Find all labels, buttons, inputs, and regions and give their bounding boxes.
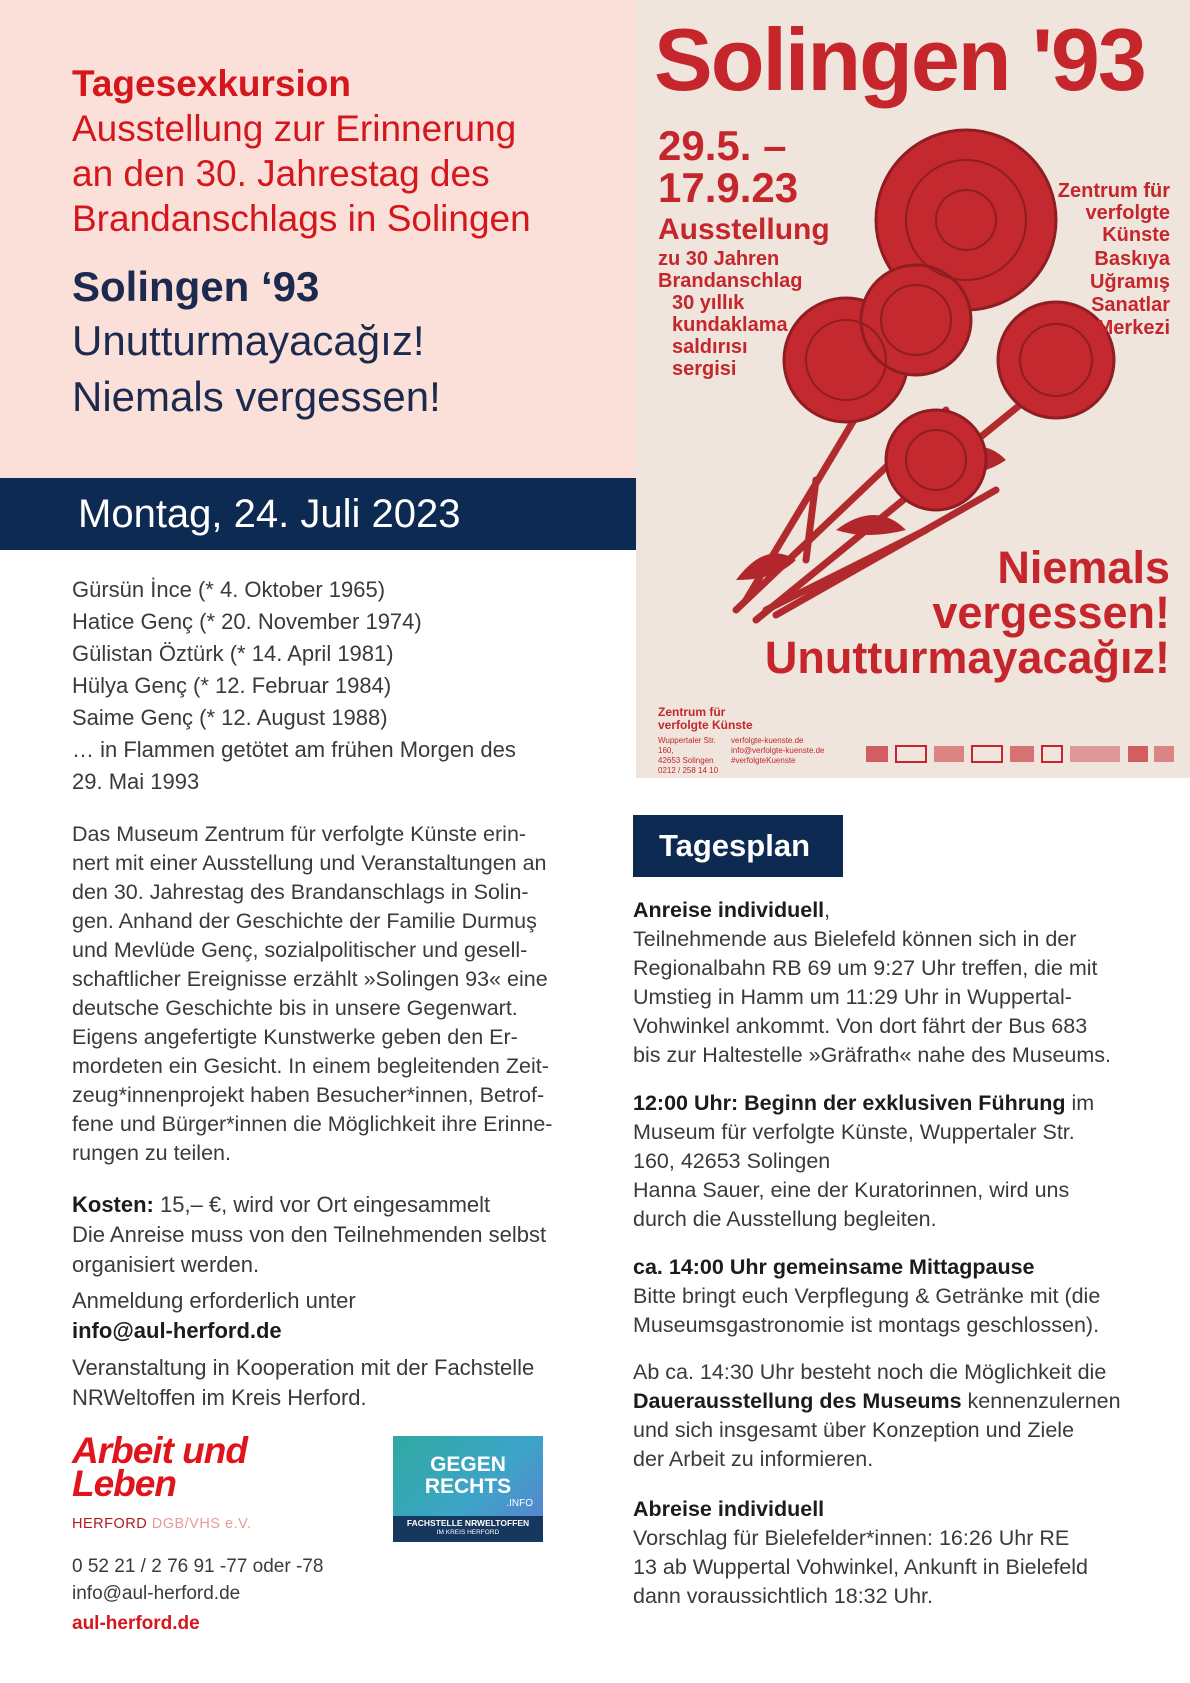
plan-heading: Abreise individuell xyxy=(633,1497,825,1521)
list-item: Saime Genç (* 12. August 1988) xyxy=(72,705,388,730)
text-line: Museumsgastronomie ist montags geschlossen). xyxy=(633,1313,1100,1337)
text-line: nert mit einer Ausstellung und Veranstaltungen an xyxy=(72,851,547,875)
plan-heading: Anreise individuell xyxy=(633,898,825,922)
text-line: Niemals xyxy=(997,542,1170,593)
poster-exhibition-sub xyxy=(658,248,828,292)
text-line: Museum für verfolgte Künste, Wuppertaler Str. xyxy=(633,1120,1075,1144)
text-line: 160, 42653 Solingen xyxy=(633,1149,831,1173)
text-line: mordeten ein Gesicht. In einem begleitenden Zeit- xyxy=(72,1054,549,1078)
text-line: Ab ca. 14:30 Uhr besteht noch die Möglichkeit die xyxy=(633,1360,1107,1384)
logo-text: Leben xyxy=(72,1463,176,1504)
text-line: gen. Anhand der Geschichte der Familie Durmuş xyxy=(72,909,537,933)
text-line: Uğramış xyxy=(1089,271,1170,293)
plan-section-arrival xyxy=(633,896,1153,1070)
logo-text: GEGEN xyxy=(430,1453,506,1476)
costs-section xyxy=(72,1190,612,1280)
poster-center-tr xyxy=(1020,248,1170,340)
text-line: der Arbeit zu informieren. xyxy=(633,1447,874,1471)
text-line: bis zur Haltestelle »Gräfrath« nahe des Museums. xyxy=(633,1043,1112,1067)
text-line: und sich insgesamt über Konzeption und Ziele xyxy=(633,1418,1075,1442)
logo-region: IM KREIS HERFORD xyxy=(436,1529,500,1536)
plan-heading: ca. 14:00 Uhr gemeinsame Mittagpause xyxy=(633,1255,1035,1279)
plan-section-departure xyxy=(633,1495,1153,1611)
plan-section-permanent-exhibition xyxy=(633,1358,1153,1474)
event-title: Solingen ‘93 xyxy=(72,263,320,310)
text-line: verfolgte-kuenste.de xyxy=(731,736,804,745)
kicker-title: Tagesexkursion xyxy=(72,63,351,104)
plan-section-lunch xyxy=(633,1253,1153,1340)
plan-heading-line xyxy=(633,1089,1153,1118)
text-line: fene und Bürger*innen die Möglichkeit ihre Erinne- xyxy=(72,1112,553,1136)
logo-text: RECHTS xyxy=(424,1475,512,1498)
poster-footer-address xyxy=(658,736,724,776)
text-line: zeug*innenprojekt haben Besucher*innen, Betrof- xyxy=(72,1083,545,1107)
text-line: 42653 Solingen xyxy=(658,756,714,765)
text-line: Brandanschlag xyxy=(658,270,803,292)
text-line: Wuppertaler Str. 160, xyxy=(658,736,716,755)
list-item: Hülya Genç (* 12. Februar 1984) xyxy=(72,673,392,698)
gegen-rechts-logo xyxy=(393,1436,543,1542)
contact-phone: 0 52 21 / 2 76 91 -77 oder -78 xyxy=(72,1556,324,1577)
list-item: 29. Mai 1993 xyxy=(72,769,200,794)
poster-dates xyxy=(658,122,799,211)
costs-line xyxy=(72,1190,612,1220)
sponsor-logos xyxy=(866,740,1176,768)
plan-heading-tail: im xyxy=(1065,1091,1095,1115)
logo-sub-bold: HERFORD xyxy=(72,1516,148,1532)
text-line: #verfolgteKuenste xyxy=(731,756,796,765)
header-titles xyxy=(72,62,632,425)
text-line: Unutturmayacağız! xyxy=(764,632,1170,683)
registration-text: Anmeldung erforderlich unter xyxy=(72,1288,356,1313)
subtitle-line: Ausstellung zur Erinnerung xyxy=(72,108,517,149)
event-date: Montag, 24. Juli 2023 xyxy=(78,492,461,536)
poster-slogan xyxy=(730,542,1170,683)
text-line: Umstieg in Hamm um 11:29 Uhr in Wuppertal- xyxy=(633,985,1072,1009)
victims-list xyxy=(72,574,592,798)
arbeit-und-leben-logo xyxy=(72,1430,332,1532)
poster-date-line: 29.5. – xyxy=(658,122,787,169)
poster-footer-org xyxy=(658,706,753,732)
plan-heading-line: Anreise individuell, xyxy=(633,898,831,922)
event-slogan-line: Niemals vergessen! xyxy=(72,373,441,420)
text-line: Eigens angefertigte Kunstwerke geben den Er- xyxy=(72,1025,518,1049)
text-line: 0212 / 258 14 10 xyxy=(658,766,719,775)
text-line: verfolgte xyxy=(1085,202,1170,224)
text-line: Baskıya xyxy=(1094,248,1170,270)
plan-heading: 12:00 Uhr: Beginn der exklusiven Führung xyxy=(633,1091,1066,1115)
text-line: Hanna Sauer, eine der Kuratorinnen, wird uns xyxy=(633,1178,1070,1202)
text-line: Zentrum für xyxy=(658,705,726,719)
poster-date-line: 17.9.23 xyxy=(658,164,799,211)
plan-emphasis: Dauerausstellung des Museums xyxy=(633,1389,962,1413)
text-line: Das Museum Zentrum für verfolgte Künste erin- xyxy=(72,822,527,846)
text-line: Teilnehmende aus Bielefeld können sich in der xyxy=(633,927,1077,951)
text-line: saldırısı xyxy=(672,336,748,358)
text-line: NRWeltoffen im Kreis Herford. xyxy=(72,1385,367,1410)
contact-email[interactable]: info@aul-herford.de xyxy=(72,1583,241,1604)
text-line: sergisi xyxy=(672,358,737,380)
text-line: 30 yıllık xyxy=(672,292,745,314)
poster-center-de xyxy=(1020,180,1170,246)
poster-footer-web xyxy=(731,736,841,766)
text-line: Vorschlag für Bielefelder*innen: 16:26 Uhr RE xyxy=(633,1526,1070,1550)
costs-label: Kosten: xyxy=(72,1192,154,1217)
text-line: info@verfolgte-kuenste.de xyxy=(731,746,825,755)
text-line: rungen zu teilen. xyxy=(72,1141,231,1165)
logo-sub-light: DGB/VHS e.V. xyxy=(147,1516,252,1532)
cooperation-note xyxy=(72,1353,612,1413)
logo-org: FACHSTELLE NRWELTOFFEN xyxy=(406,1518,530,1528)
text-line: durch die Ausstellung begleiten. xyxy=(633,1207,937,1231)
logo-subline xyxy=(72,1516,332,1532)
logo-text: Arbeit und xyxy=(72,1430,247,1471)
plan-heading-line xyxy=(633,1495,1153,1524)
tagesplan-heading-box xyxy=(633,815,843,877)
text-line: zu 30 Jahren xyxy=(658,248,780,270)
text-line: kundaklama xyxy=(672,314,788,336)
text-line: verfolgte Künste xyxy=(658,718,753,732)
plan-tail: kennenzulernen xyxy=(961,1389,1121,1413)
tagesplan-heading: Tagesplan xyxy=(659,828,811,863)
poster-title: Solingen '93 xyxy=(654,10,1145,109)
intro-paragraph xyxy=(72,820,602,1168)
registration-section xyxy=(72,1286,612,1346)
text-line: Merkezi xyxy=(1096,317,1170,339)
text-line: deutsche Geschichte bis in unsere Gegenwart. xyxy=(72,996,518,1020)
costs-value: 15,– €, wird vor Ort eingesammelt xyxy=(153,1192,491,1217)
text-line: Regionalbahn RB 69 um 9:27 Uhr treffen, die mit xyxy=(633,956,1098,980)
date-bar xyxy=(0,478,636,550)
text-line: vergessen! xyxy=(932,587,1170,638)
text-line: 13 ab Wuppertal Vohwinkel, Ankunft in Bielefeld xyxy=(633,1555,1088,1579)
text-line: Bitte bringt euch Verpflegung & Getränke mit (die xyxy=(633,1284,1101,1308)
poster-turkish-sub xyxy=(672,292,842,380)
text-line: Die Anreise muss von den Teilnehmenden selbst xyxy=(72,1222,547,1247)
text-line: den 30. Jahrestag des Brandanschlags in Solin- xyxy=(72,880,529,904)
plan-heading-line xyxy=(633,1253,1153,1282)
text-line: Veranstaltung in Kooperation mit der Fachstelle xyxy=(72,1355,535,1380)
poster-exhibition-label: Ausstellung xyxy=(658,213,830,246)
text-line: Sanatlar xyxy=(1091,294,1170,316)
subtitle-line: an den 30. Jahrestag des xyxy=(72,153,490,194)
list-item: Gürsün İnce (* 4. Oktober 1965) xyxy=(72,577,386,602)
contact-block xyxy=(72,1553,472,1607)
plan-heading-line xyxy=(633,1387,1153,1416)
logo-suffix: .INFO xyxy=(506,1498,533,1509)
registration-email-link[interactable]: info@aul-herford.de xyxy=(72,1318,282,1343)
list-item: … in Flammen getötet am frühen Morgen des xyxy=(72,737,516,762)
text-line: Vohwinkel ankommt. Von dort fährt der Bus 683 xyxy=(633,1014,1088,1038)
text-line: schaftlicher Ereignisse erzählt »Solingen 93« eine xyxy=(72,967,548,991)
text-line: Zentrum für xyxy=(1057,180,1170,202)
plan-section-tour xyxy=(633,1089,1153,1234)
list-item: Gülistan Öztürk (* 14. April 1981) xyxy=(72,641,394,666)
text-line: organisiert werden. xyxy=(72,1252,260,1277)
website-link[interactable]: aul-herford.de xyxy=(72,1613,200,1634)
event-slogan-line: Unutturmayacağız! xyxy=(72,317,425,364)
subtitle-line: Brandanschlags in Solingen xyxy=(72,198,531,239)
list-item: Hatice Genç (* 20. November 1974) xyxy=(72,609,422,634)
exhibition-poster xyxy=(636,0,1190,778)
text-line: und Mevlüde Genç, sozialpolitischer und gesell- xyxy=(72,938,528,962)
text-line: dann voraussichtlich 18:32 Uhr. xyxy=(633,1584,933,1608)
text-line: Künste xyxy=(1102,224,1170,246)
